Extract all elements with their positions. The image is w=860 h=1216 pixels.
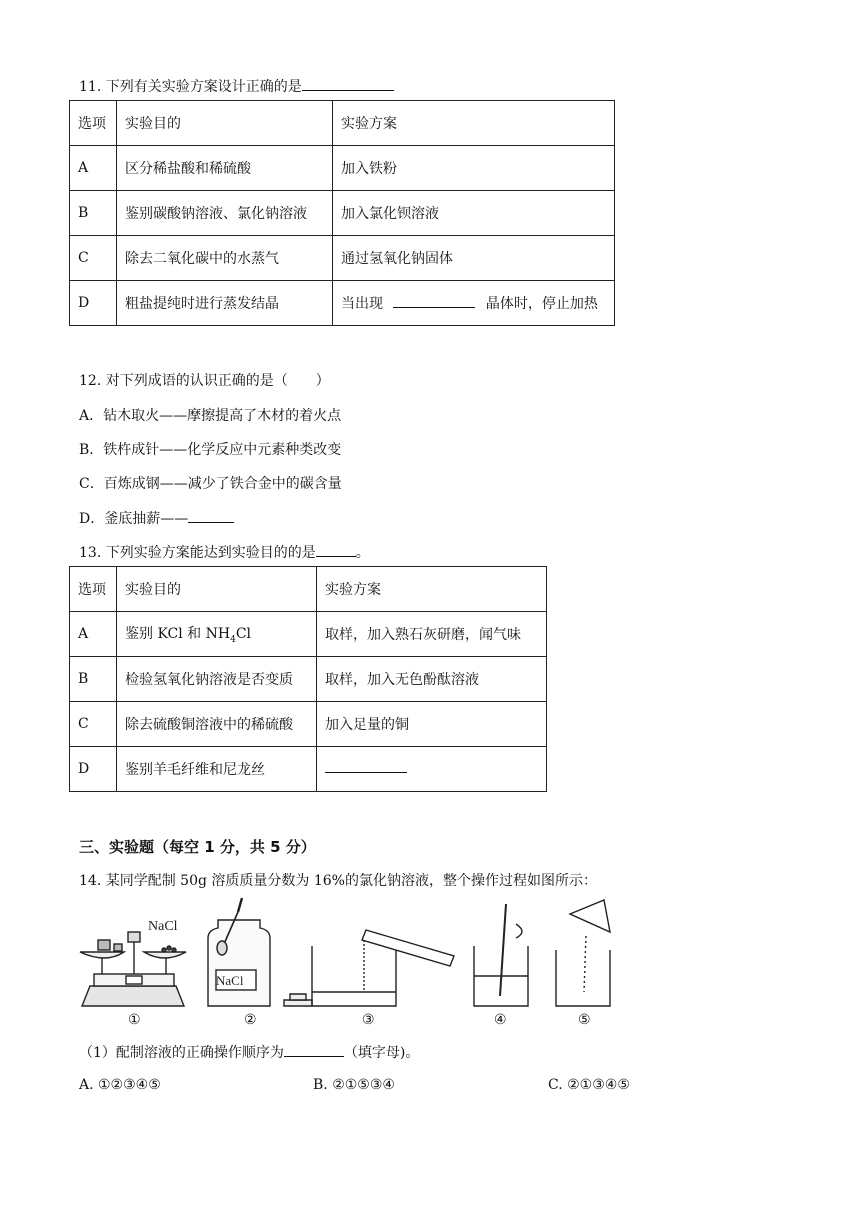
q11-table xyxy=(69,100,615,326)
choice-b: B. ②①⑤③④ xyxy=(313,1077,395,1093)
table-header-row xyxy=(70,567,547,612)
table-row xyxy=(70,702,547,747)
table-row xyxy=(70,281,615,326)
header-purpose: 实验目的 xyxy=(117,567,317,612)
q13-table xyxy=(69,566,547,792)
plan-cell: 当出现 晶体时，停止加热 xyxy=(333,281,615,326)
purpose-cell: 除去二氧化碳中的水蒸气 xyxy=(117,236,333,281)
pouring-beaker-illustration xyxy=(556,900,610,1006)
answer-blank[interactable] xyxy=(316,556,356,557)
plan-cell xyxy=(317,747,547,792)
plan-cell: 加入氯化钡溶液 xyxy=(333,191,615,236)
header-option: 选项 xyxy=(70,567,117,612)
section-heading: 三、实验题（每空 1 分，共 5 分） xyxy=(79,838,316,856)
q12-option-b: B．铁杵成针——化学反应中元素种类改变 xyxy=(79,442,342,458)
table-row xyxy=(70,191,615,236)
plan-cell: 取样，加入熟石灰研磨，闻气味 xyxy=(317,612,547,657)
purpose-cell: 粗盐提纯时进行蒸发结晶 xyxy=(117,281,333,326)
figure-caption: ① xyxy=(128,1012,141,1028)
option-cell: C xyxy=(70,236,117,281)
purpose-cell: 鉴别羊毛纤维和尼龙丝 xyxy=(117,747,317,792)
q12-stem: 12. 对下列成语的认识正确的是（ ） xyxy=(79,373,330,389)
q12-option-a: A．钻木取火——摩擦提高了木材的着火点 xyxy=(79,408,342,424)
plan-cell: 加入足量的铜 xyxy=(317,702,547,747)
figure-caption: ⑤ xyxy=(578,1012,591,1028)
header-plan: 实验方案 xyxy=(317,567,547,612)
q11-stem: 11. 下列有关实验方案设计正确的是 xyxy=(79,76,394,96)
answer-blank[interactable] xyxy=(325,772,407,773)
q13-stem: 13. 下列实验方案能达到实验目的的是 。 xyxy=(79,545,370,561)
nacl-label: NaCl xyxy=(148,919,178,934)
table-row xyxy=(70,146,615,191)
purpose-cell: 区分稀盐酸和稀硫酸 xyxy=(117,146,333,191)
q14-stem: 14. 某同学配制 50g 溶质质量分数为 16%的氯化钠溶液，整个操作过程如图所示： xyxy=(79,873,597,889)
table-row xyxy=(70,747,547,792)
table-row xyxy=(70,612,547,657)
purpose-cell: 鉴别 KCl 和 $NH_4Cl$ xyxy=(117,612,317,657)
jar-label: NaCl xyxy=(216,973,244,988)
option-cell: A xyxy=(70,146,117,191)
option-cell: B xyxy=(70,657,117,702)
option-cell: D xyxy=(70,747,117,792)
reagent-jar-illustration xyxy=(208,898,312,1006)
purpose-cell: 检验氢氧化钠溶液是否变质 xyxy=(117,657,317,702)
header-purpose: 实验目的 xyxy=(117,101,333,146)
beaker-cylinder-illustration xyxy=(312,930,454,1006)
answer-blank[interactable] xyxy=(393,307,475,308)
answer-blank[interactable] xyxy=(302,90,394,91)
answer-blank[interactable] xyxy=(284,1056,344,1057)
q12-option-d: D．釜底抽薪—— xyxy=(79,508,234,528)
table-header-row xyxy=(70,101,615,146)
stirring-beaker-illustration xyxy=(474,904,528,1006)
purpose-cell: 鉴别碳酸钠溶液、氯化钠溶液 xyxy=(117,191,333,236)
option-cell: B xyxy=(70,191,117,236)
balance-illustration xyxy=(80,932,186,1006)
figure-caption: ③ xyxy=(362,1012,375,1028)
plan-cell: 加入铁粉 xyxy=(333,146,615,191)
q14-sub1: （1）配制溶液的正确操作顺序为 （填字母)。 xyxy=(79,1045,420,1061)
choice-c: C. ②①③④⑤ xyxy=(548,1077,630,1093)
experiment-figure xyxy=(70,896,630,1012)
figure-caption: ② xyxy=(244,1012,257,1028)
option-cell: A xyxy=(70,612,117,657)
plan-cell: 通过氢氧化钠固体 xyxy=(333,236,615,281)
figure-caption: ④ xyxy=(494,1012,507,1028)
header-option: 选项 xyxy=(70,101,117,146)
choice-a: A. ①②③④⑤ xyxy=(79,1077,161,1093)
purpose-cell: 除去硫酸铜溶液中的稀硫酸 xyxy=(117,702,317,747)
answer-blank[interactable] xyxy=(188,522,234,523)
table-row xyxy=(70,657,547,702)
option-cell: D xyxy=(70,281,117,326)
q12-option-c: C．百炼成钢——减少了铁合金中的碳含量 xyxy=(79,476,342,492)
table-row xyxy=(70,236,615,281)
plan-cell: 取样，加入无色酚酞溶液 xyxy=(317,657,547,702)
option-cell: C xyxy=(70,702,117,747)
header-plan: 实验方案 xyxy=(333,101,615,146)
